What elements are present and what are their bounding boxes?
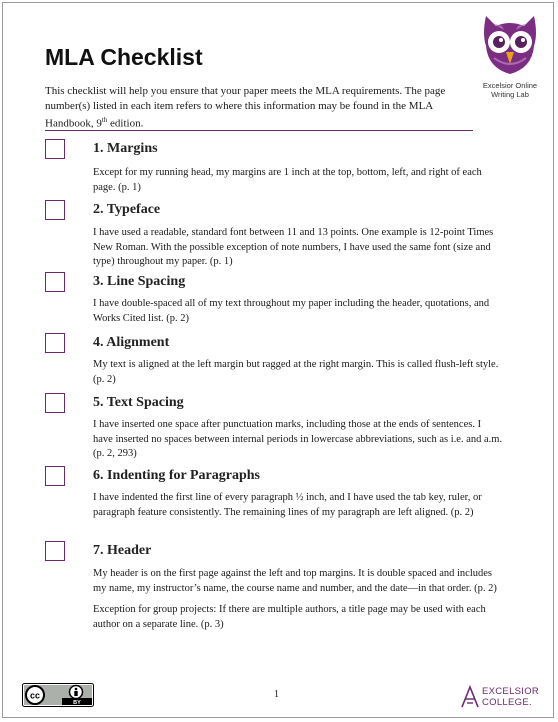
item-heading: 5. Text Spacing [93,395,184,410]
checkbox[interactable] [45,393,65,413]
item-heading: 2. Typeface [93,202,161,217]
item-body [93,491,503,527]
checkbox[interactable] [45,541,65,561]
checkbox[interactable] [45,466,65,486]
item-text: Except for my running head, my margins are 1 inch at the top, bottom, left, and right of each page. (p. 1) [93,167,482,193]
college-line-1: EXCELSIOR [482,686,540,697]
college-crest-icon [460,685,480,709]
item-text: I have used a readable, standard font between 11 and 13 points. One example is 12-point Times New Roman. With the possible exception of note numbers, I have used the same font (size and type) throughout my paper. (p. 1) [93,227,494,267]
item-body [93,567,503,639]
cc-by-icon [22,683,94,707]
item-text: Exception for group projects: If there are multiple authors, a title page may be used with each author on a separate line. (p. 3) [93,604,486,630]
item-body [93,297,503,333]
checkbox[interactable] [45,200,65,220]
intro-text: This checklist will help you ensure that your paper meets the MLA requirements. The page number(s) listed in each item refers to where this information may be found in the MLA Handbook, 9 [45,85,446,130]
page-number: 1 [274,689,279,700]
owl-icon [480,12,540,76]
intro-paragraph [45,84,465,131]
item-heading: 6. Indenting for Paragraphs [93,468,260,483]
logo-line-2: Writing Lab [491,89,529,99]
item-heading: 3. Line Spacing [93,274,186,289]
item-body [93,418,503,469]
checkbox[interactable] [45,272,65,292]
cc-label: cc [29,690,41,701]
cc-by-license-badge [22,683,94,707]
divider [45,130,473,131]
item-body [93,358,503,394]
page-title: MLA Checklist [45,44,203,70]
item-text: My text is aligned at the left margin but ragged at the right margin. This is called flush-left style. (p. 2) [93,359,499,385]
item-heading: 4. Alignment [93,335,170,350]
college-name [482,686,539,708]
excelsior-college-logo [460,684,540,710]
checkbox[interactable] [45,139,65,159]
logo-caption [472,82,548,99]
logo-line-1: Excelsior Online [482,81,538,90]
owl-logo [472,12,548,102]
checkbox[interactable] [45,333,65,353]
college-line-2: COLLEGE. [482,697,532,708]
item-heading: 7. Header [93,543,152,558]
item-body [93,166,503,202]
by-label: BY [73,700,81,706]
item-heading: 1. Margins [93,141,158,156]
item-body [93,226,503,277]
item-text: My header is on the first page against the left and top margins. It is double spaced and includes my name, my instructor’s name, the course name and number, and the date—in that order. (p. 2) [93,568,497,594]
item-text: I have inserted one space after punctuation marks, including those at the ends of sentences. I have inserted no spaces between internal periods in lowercase abbreviations, such as i.e. and a.m. (p. 2, 293) [93,419,503,459]
intro-sup: th [101,116,108,124]
item-text: I have indented the first line of every paragraph ½ inch, and I have used the tab key, ruler, or paragraph feature consistently. The remaining lines of my paragraph are left aligned. (p. 2) [93,492,482,518]
item-text: I have double-spaced all of my text throughout my paper including the header, quotations, and Works Cited list. (p. 2) [93,298,490,324]
intro-text-end: edition. [107,117,144,130]
